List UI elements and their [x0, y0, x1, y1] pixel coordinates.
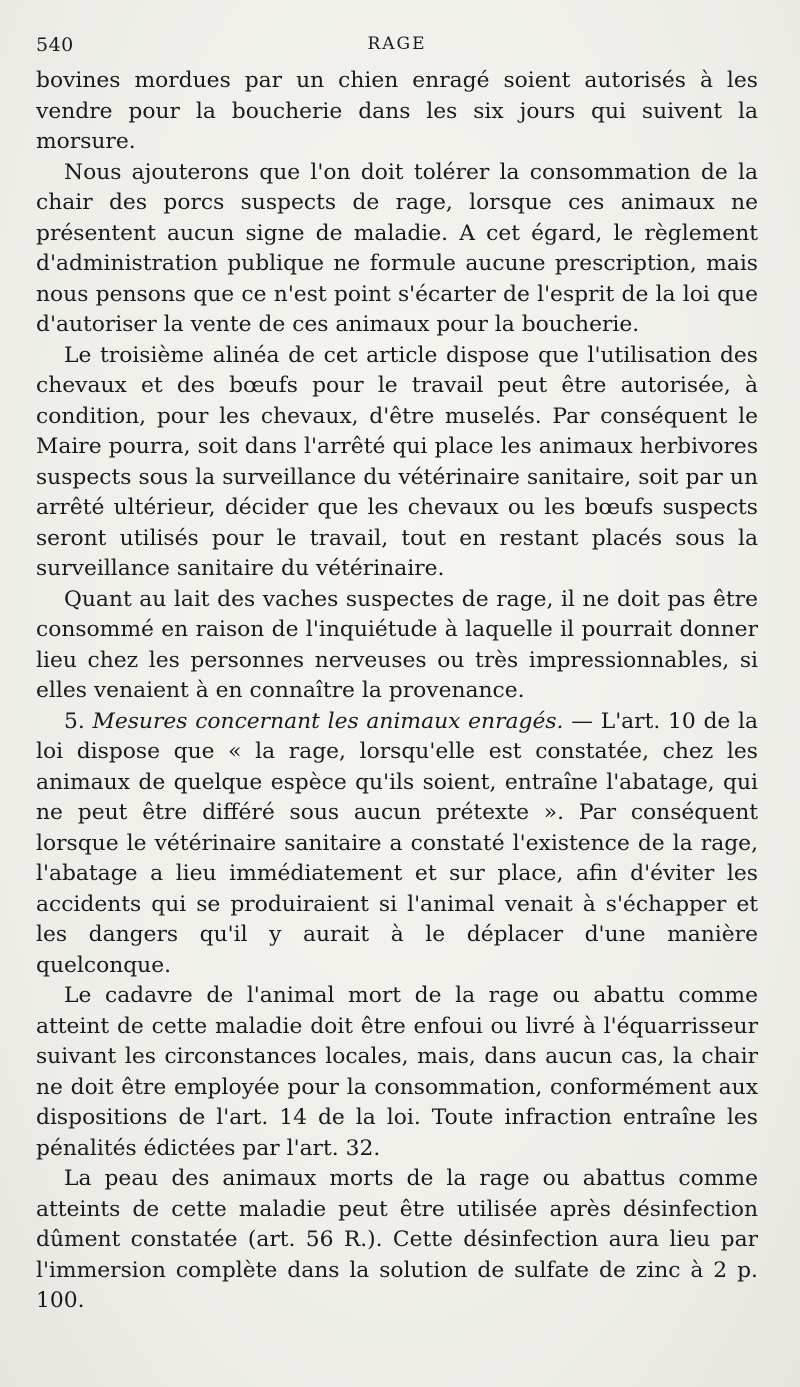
paragraph: La peau des animaux morts de la rage ou abattus comme atteints de cette maladie peut être utilisée après désinfection dûment constatée (art. 56 R.). Cette désinfection aura lieu par l'immersion complète dans la solution de sulfate de zinc à 2 p. 100. [36, 1166, 758, 1313]
section-heading: Mesures concernant les animaux enragés. [92, 708, 564, 734]
paragraph: Nous ajouterons que l'on doit tolérer la consommation de la chair des porcs suspects de rage, lorsque ces animaux ne présentent aucun signe de maladie. A cet égard, le règlement d'administration publique ne formule aucune prescription, mais nous pensons que ce n'est point s'écarter de l'esprit de la loi que d'autoriser la vente de ces animaux pour la boucherie. [36, 159, 758, 337]
running-head: RAGE [367, 34, 427, 54]
paragraph: Quant au lait des vaches suspectes de rage, il ne doit pas être consommé en raison de l'inquiétude à laquelle il pourrait donner lieu chez les personnes nerveuses ou très impressionnables, si elles venaient à en connaître la provenance. [36, 586, 758, 703]
page-number: 540 [36, 34, 74, 56]
section-number: 5. [64, 708, 85, 734]
paragraph-continued: bovines mordues par un chien enragé soient autorisés à les vendre pour la boucherie dans les six jours qui suivent la morsure. [36, 68, 758, 154]
body-text [36, 66, 758, 1317]
section-paragraph [36, 707, 758, 982]
paragraph: Le cadavre de l'animal mort de la rage ou abattu comme atteint de cette maladie doit être enfoui ou livré à l'équarrisseur suivant les circonstances locales, mais, dans aucun cas, la chair ne doit être employée pour la consommation, conformément aux dispositions de l'art. 14 de la loi. Toute infraction entraîne les pénalités édictées par l'art. 32. [36, 983, 758, 1161]
section-text: — L'art. 10 de la loi dispose que « la rage, lorsqu'elle est constatée, chez les animaux de quelque espèce qu'ils soient, entraîne l'abatage, qui ne peut être différé sous aucun prétexte ». Par conséquent lorsque le vétérinaire sanitaire a constaté l'existence de la rage, l'abatage a lieu immédiatement et sur place, afin d'éviter les accidents qui se produiraient si l'animal venait à s'échapper et les dangers qu'il y aurait à le déplacer d'une manière quelconque. [36, 708, 759, 978]
paragraph: Le troisième alinéa de cet article dispose que l'utilisation des chevaux et des bœufs pour le travail peut être autorisée, à condition, pour les chevaux, d'être muselés. Par conséquent le Maire pourra, soit dans l'arrêté qui place les animaux herbivores suspects sous la surveillance du vétérinaire sanitaire, soit par un arrêté ultérieur, décider que les chevaux ou les bœufs suspects seront utilisés pour le travail, tout en restant placés sous la surveillance sanitaire du vétérinaire. [36, 342, 758, 581]
page-header [36, 28, 758, 62]
